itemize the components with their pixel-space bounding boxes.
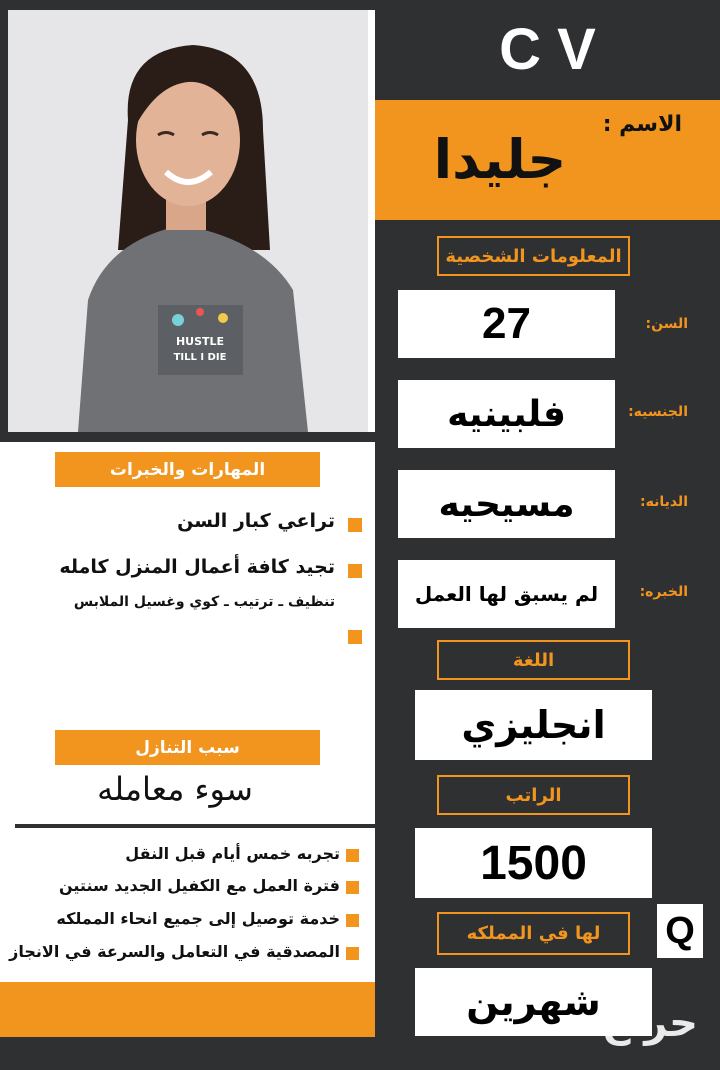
name-label: الاسم : (602, 112, 682, 137)
photo-border (0, 432, 375, 442)
term-item-2: فترة العمل مع الكفيل الجديد سنتين (59, 876, 340, 895)
personal-info-heading: المعلومات الشخصية (437, 236, 630, 276)
skill-item-1: تراعي كبار السن (177, 510, 335, 532)
nationality-value: فلبينيه (398, 380, 615, 448)
skill-item-2: تجيد كافة أعمال المنزل كامله (59, 556, 335, 578)
bullet-icon (348, 564, 362, 578)
svg-text:HUSTLE: HUSTLE (175, 335, 225, 348)
language-value: انجليزي (415, 690, 652, 760)
bullet-icon (346, 849, 359, 862)
bottom-accent-bar (0, 982, 375, 1037)
bullet-icon (346, 947, 359, 960)
cv-title: C V (499, 17, 596, 82)
divider (15, 824, 375, 828)
skills-heading: المهارات والخبرات (55, 452, 320, 487)
nationality-label: الجنسيه: (628, 404, 688, 420)
term-item-1: تجربه خمس أيام قبل النقل (125, 844, 340, 863)
in-kingdom-heading: لها في المملكه (437, 912, 630, 955)
watermark: حراج (601, 1000, 698, 1046)
waiver-heading: سبب التنازل (55, 730, 320, 765)
q-badge: Q (657, 904, 703, 958)
term-item-4: المصدقية في التعامل والسرعة في الانجاز (9, 942, 340, 961)
bullet-icon (346, 881, 359, 894)
age-label: السن: (645, 316, 688, 332)
in-kingdom-value: شهرين (415, 968, 652, 1036)
experience-label: الخبره: (639, 584, 688, 600)
bottom-dark-bar (0, 1037, 375, 1070)
svg-text:TILL I DIE: TILL I DIE (173, 352, 227, 363)
salary-heading: الراتب (437, 775, 630, 815)
waiver-value: سوء معامله (97, 770, 253, 808)
age-value: 27 (398, 290, 615, 358)
name-value: جليدا (433, 128, 567, 191)
language-heading: اللغة (437, 640, 630, 680)
religion-value: مسيحيه (398, 470, 615, 538)
experience-value: لم يسبق لها العمل (398, 560, 615, 628)
skill-sub-item: تنظيف ـ ترتيب ـ كوي وغسيل الملابس (73, 594, 335, 610)
term-item-3: خدمة توصيل إلى جميع انحاء المملكه (56, 909, 340, 928)
bullet-icon (348, 630, 362, 644)
bullet-icon (346, 914, 359, 927)
bullet-icon (348, 518, 362, 532)
salary-value: 1500 (415, 828, 652, 898)
profile-photo (8, 0, 368, 432)
top-border (0, 0, 375, 10)
religion-label: الديانه: (639, 494, 688, 510)
left-border (0, 0, 8, 440)
